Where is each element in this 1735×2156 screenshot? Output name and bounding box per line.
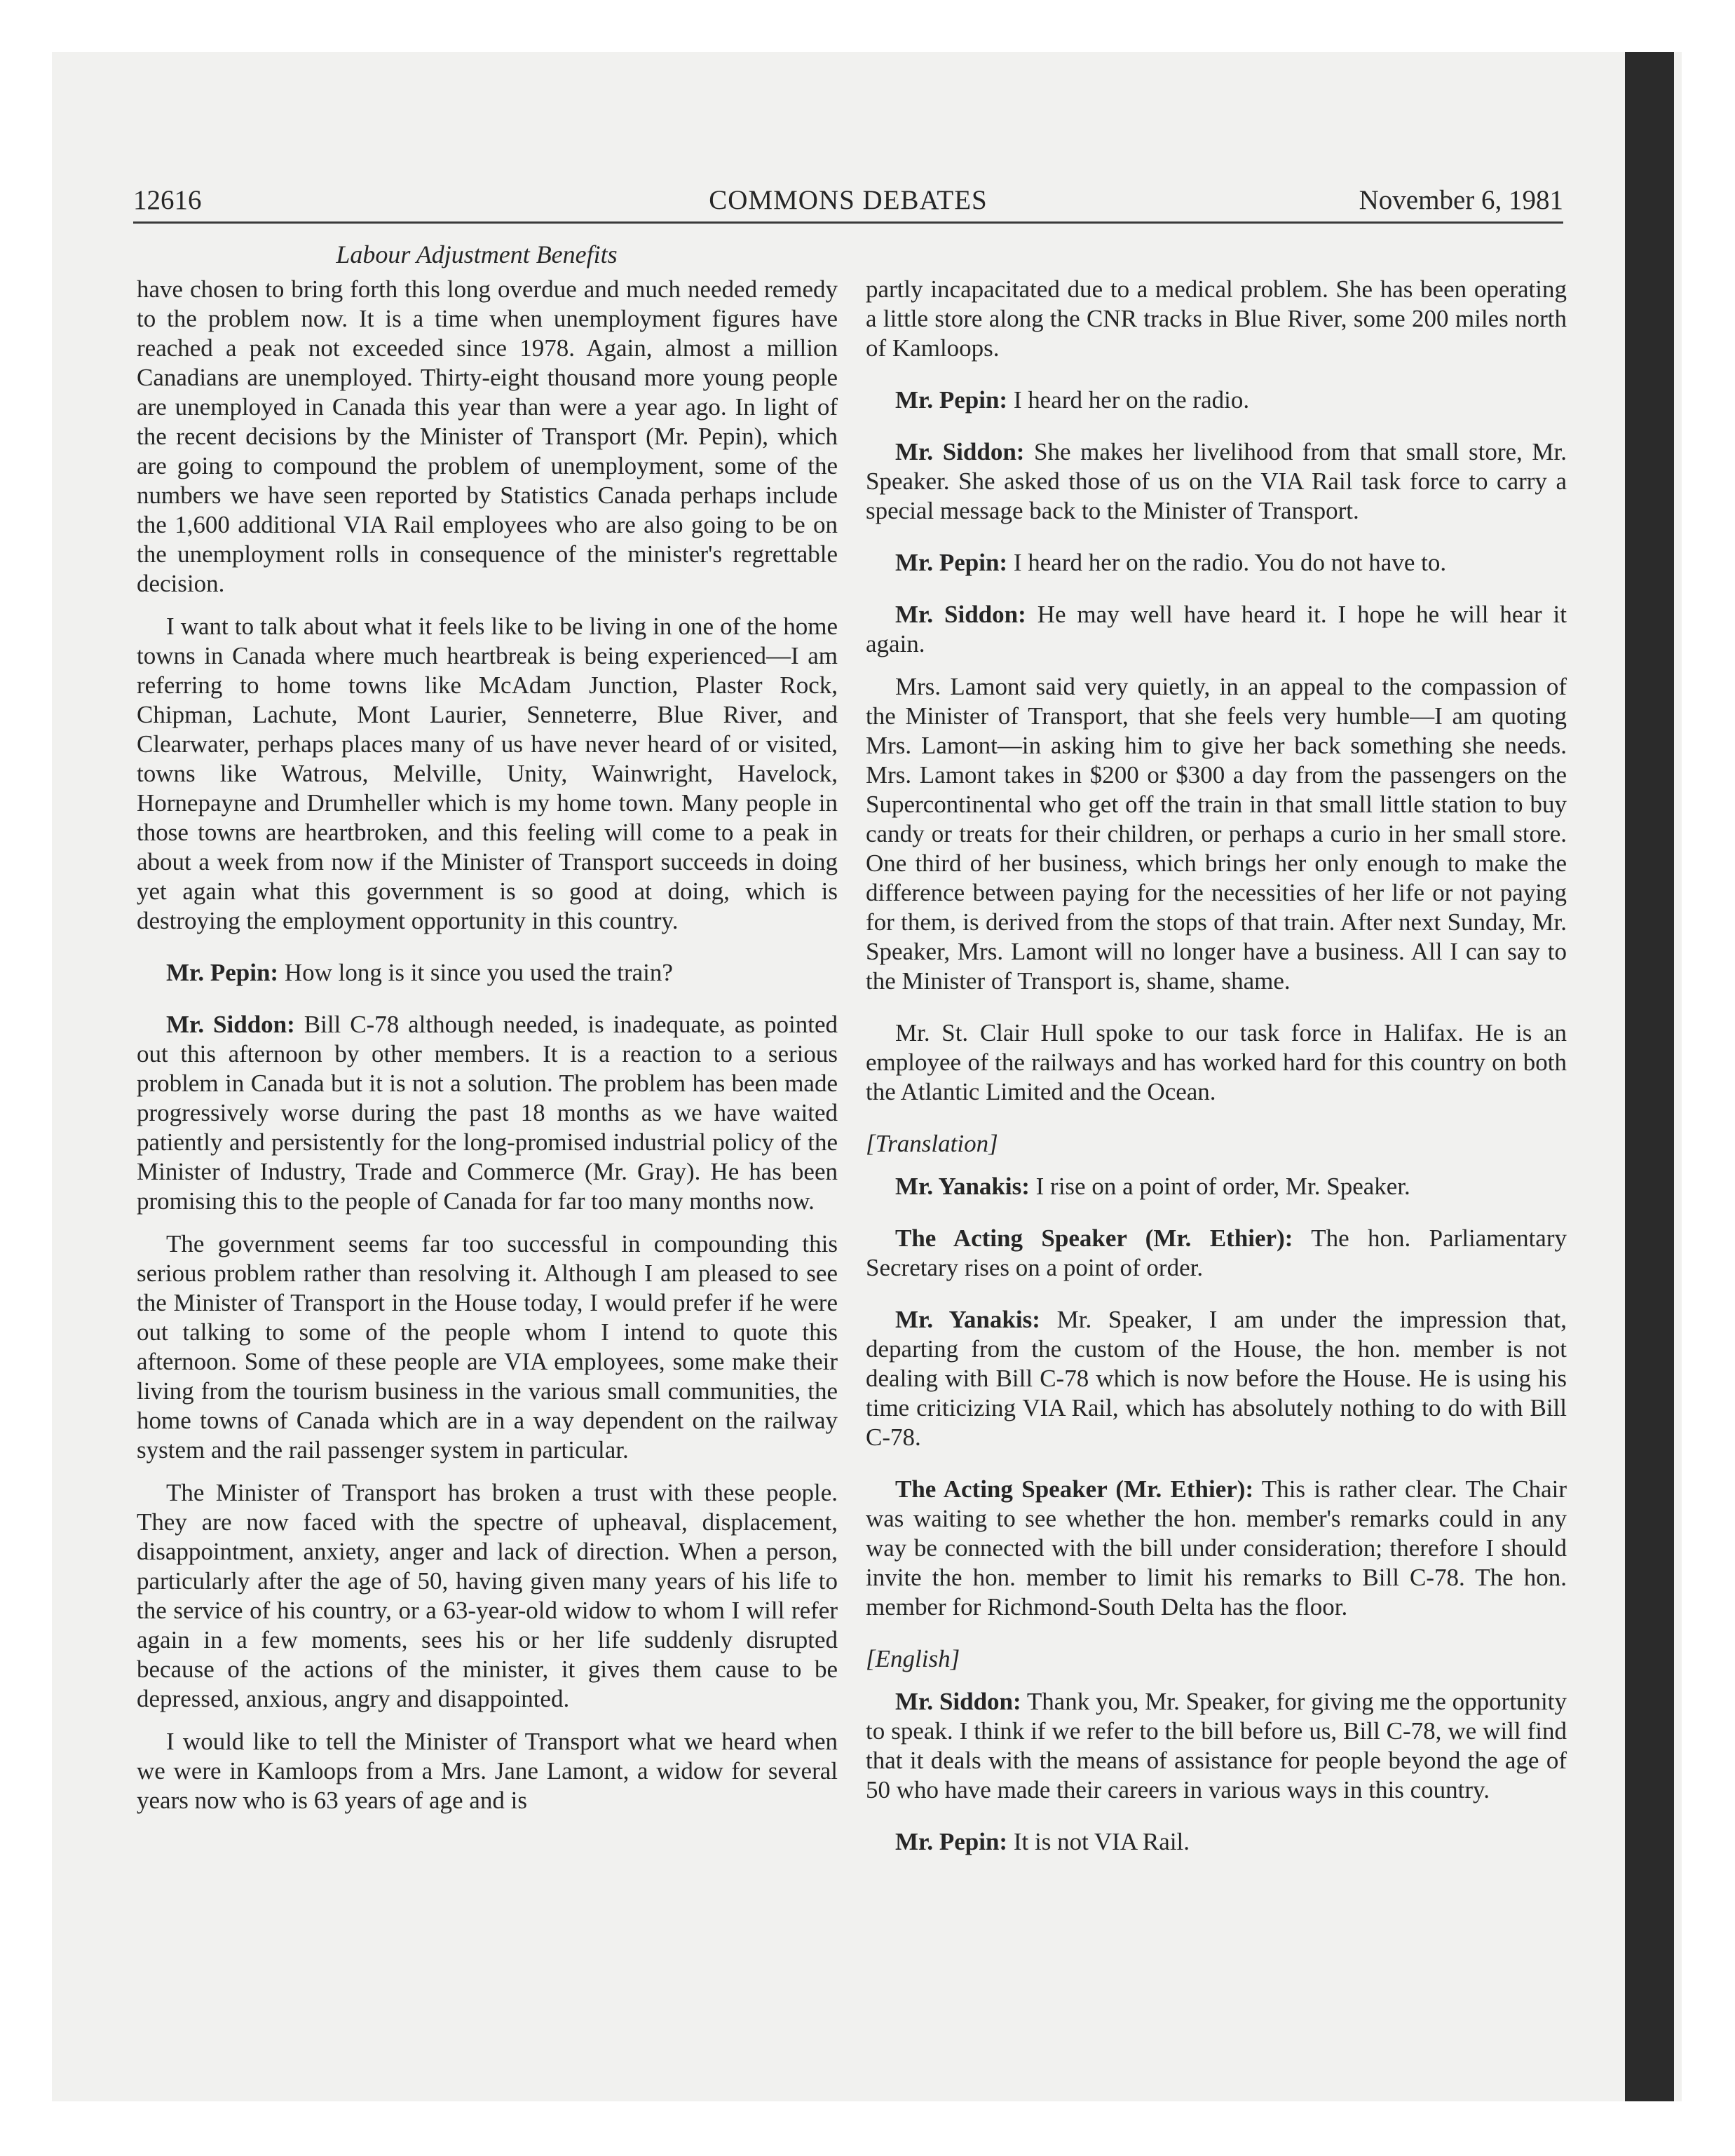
speaker-name: Mr. Pepin: bbox=[895, 1828, 1008, 1855]
speech-text: I rise on a point of order, Mr. Speaker. bbox=[1035, 1173, 1410, 1200]
paragraph-text: The government seems far too successful in compounding this serious problem rather than resolving it. Although I am pleased to see the Minister of Transport in the House today, I would prefer if he were out talking to some of the people whom I intend to quote this afternoon. Some of these people are VIA employees, some make their living from the tourism business in the various small communities, the home towns of Canada which are in a way dependent on the railway system and the rail passenger system in particular. bbox=[137, 1230, 838, 1464]
speech bbox=[137, 1010, 838, 1216]
speech bbox=[866, 1475, 1567, 1622]
speaker-name: Mr. Siddon: bbox=[895, 1688, 1021, 1715]
speech-text: Bill C-78 although needed, is inadequate, as pointed out this afternoon by other members. It is a reaction to a serious problem in Canada but it is not a solution. The problem has been made progressively worse during the past 18 months as we have waited patiently and persistently for the long-promised industrial policy of the Minister of Industry, Trade and Commerce (Mr. Gray). He has been promising this to the people of Canada for far too many months now. bbox=[137, 1011, 838, 1215]
language-tag: [Translation] bbox=[866, 1130, 998, 1157]
paragraph bbox=[866, 1018, 1567, 1107]
paragraph-text: Mrs. Lamont said very quietly, in an appeal to the compassion of the Minister of Transport, that she feels very humble—I am quoting Mrs. Lamont—in asking him to give her back something she needs. Mrs. Lamont takes in $200 or $300 a day from the passengers on the Supercontinental who get off the train in that small little station to buy candy or treats for their children, or perhaps a curio in her small store. One third of her business, which brings her only enough to make the difference between paying for the necessities of her life or not paying for them, is derived from the stops of that train. After next Sunday, Mr. Speaker, Mrs. Lamont will no longer have a business. All I can say to the Minister of Transport is, shame, shame. bbox=[866, 673, 1567, 995]
speaker-name: Mr. Pepin: bbox=[895, 549, 1008, 576]
speech-text: How long is it since you used the train? bbox=[284, 959, 673, 986]
paragraph bbox=[137, 275, 838, 599]
speech bbox=[866, 1172, 1567, 1201]
speaker-name: Mr. Yanakis: bbox=[895, 1306, 1040, 1333]
speech bbox=[866, 600, 1567, 659]
running-title: Labour Adjustment Benefits bbox=[336, 240, 618, 268]
speech-text: I heard her on the radio. You do not have to. bbox=[1013, 549, 1447, 576]
speech-text: I heard her on the radio. bbox=[1013, 386, 1250, 414]
speaker-name: Mr. Pepin: bbox=[166, 959, 279, 986]
speaker-name: Mr. Siddon: bbox=[895, 601, 1026, 628]
speaker-name: The Acting Speaker (Mr. Ethier): bbox=[895, 1475, 1254, 1503]
page-header bbox=[133, 181, 1563, 220]
paragraph-text: I would like to tell the Minister of Transport what we heard when we were in Kamloops from a Mrs. Jane Lamont, a widow for several years now who is 63 years of age and is bbox=[137, 1728, 838, 1814]
speech-text: This is rather clear. The Chair was waiting to see whether the hon. member's remarks could in any way be connected with the bill under consideration; therefore I should invite the hon. member to limit his remarks to Bill C-78. The hon. member for Richmond-South Delta has the floor. bbox=[866, 1475, 1567, 1621]
paragraph bbox=[137, 612, 838, 936]
page-date: November 6, 1981 bbox=[1359, 185, 1563, 215]
speech bbox=[137, 958, 838, 988]
speech bbox=[866, 386, 1567, 415]
speech-text: It is not VIA Rail. bbox=[1013, 1828, 1190, 1855]
paragraph bbox=[866, 275, 1567, 363]
speech-text: She makes her livelihood from that small store, Mr. Speaker. She asked those of us on the VIA Rail task force to carry a special message back to the Minister of Transport. bbox=[866, 438, 1567, 524]
paragraph-text: Mr. St. Clair Hull spoke to our task force in Halifax. He is an employee of the railways and has worked hard for this country on both the Atlantic Limited and the Ocean. bbox=[866, 1019, 1567, 1105]
speech-text: Thank you, Mr. Speaker, for giving me the opportunity to speak. I think if we refer to the bill before us, Bill C-78, we will find that it deals with the means of assistance for people beyond the age of 50 who have made their careers in various ways in this country. bbox=[866, 1688, 1567, 1803]
paragraph-text: The Minister of Transport has broken a trust with these people. They are now faced with the spectre of upheaval, displacement, disappointment, anxiety, anger and lack of direction. When a person, particularly after the age of 50, having given many years of his life to the service of his country, or a 63-year-old widow to whom I will refer again in a few moments, sees his or her life suddenly disrupted because of the actions of the minister, it gives them cause to be depressed, anxious, angry and disappointed. bbox=[137, 1479, 838, 1712]
paragraph bbox=[137, 1478, 838, 1714]
paragraph-text: I want to talk about what it feels like to be living in one of the home towns in Canada where much heartbreak is being experienced—I am referring to home towns like McAdam Junction, Plaster Rock, Chipman, Lachute, Mont Laurier, Senneterre, Blue River, and Clearwater, perhaps places many of us have never heard of or visited, towns like Watrous, Melville, Unity, Wainwright, Havelock, Hornepayne and Drumheller which is my home town. Many people in those towns are heartbroken, and this feeling will come to a peak in about a week from now if the Minister of Transport succeeds in doing yet again what this government is so good at doing, which is destroying the employment opportunity in this country. bbox=[137, 613, 838, 934]
publication-title: COMMONS DEBATES bbox=[709, 185, 988, 215]
speech-text: The hon. Parliamentary Secretary rises on a point of order. bbox=[866, 1224, 1567, 1281]
paragraph bbox=[137, 1727, 838, 1815]
language-tag: [English] bbox=[866, 1645, 960, 1672]
speech bbox=[866, 1224, 1567, 1283]
speech bbox=[866, 437, 1567, 526]
scan-edge-bar bbox=[1625, 52, 1674, 2101]
speaker-name: The Acting Speaker (Mr. Ethier): bbox=[895, 1224, 1293, 1252]
paragraph bbox=[137, 1229, 838, 1465]
speaker-name: Mr. Pepin: bbox=[895, 386, 1008, 414]
speaker-name: Mr. Siddon: bbox=[895, 438, 1025, 465]
speaker-name: Mr. Siddon: bbox=[166, 1011, 295, 1038]
speech bbox=[866, 1827, 1567, 1857]
speech-text: He may well have heard it. I hope he will hear it again. bbox=[866, 601, 1567, 657]
speech bbox=[866, 1687, 1567, 1805]
paragraph-text: have chosen to bring forth this long overdue and much needed remedy to the problem now. It is a time when unemployment figures have reached a peak not exceeded since 1978. Again, almost a million Canadians are unemployed. Thirty-eight thousand more young people are unemployed in Canada this year than were a year ago. In light of the recent decisions by the Minister of Transport (Mr. Pepin), which are going to compound the problem of unemployment, some of the numbers we have seen reported by Statistics Canada perhaps include the 1,600 additional VIA Rail employees who are also going to be on the unemployment rolls in consequence of the minister's regrettable decision. bbox=[137, 275, 838, 597]
paragraph bbox=[866, 672, 1567, 996]
header-rule bbox=[133, 221, 1563, 224]
left-column bbox=[137, 275, 838, 1829]
speaker-name: Mr. Yanakis: bbox=[895, 1173, 1030, 1200]
page-number: 12616 bbox=[133, 185, 202, 215]
speech-text: Mr. Speaker, I am under the impression that, departing from the custom of the House, the hon. member is not dealing with Bill C-78 which is now before the House. He is using his time criticizing VIA Rail, which has absolutely nothing to do with Bill C-78. bbox=[866, 1306, 1567, 1451]
speech bbox=[866, 1305, 1567, 1452]
paragraph-text: partly incapacitated due to a medical problem. She has been operating a little store along the CNR tracks in Blue River, some 200 miles north of Kamloops. bbox=[866, 275, 1567, 362]
right-column bbox=[866, 275, 1567, 1870]
speech bbox=[866, 548, 1567, 578]
